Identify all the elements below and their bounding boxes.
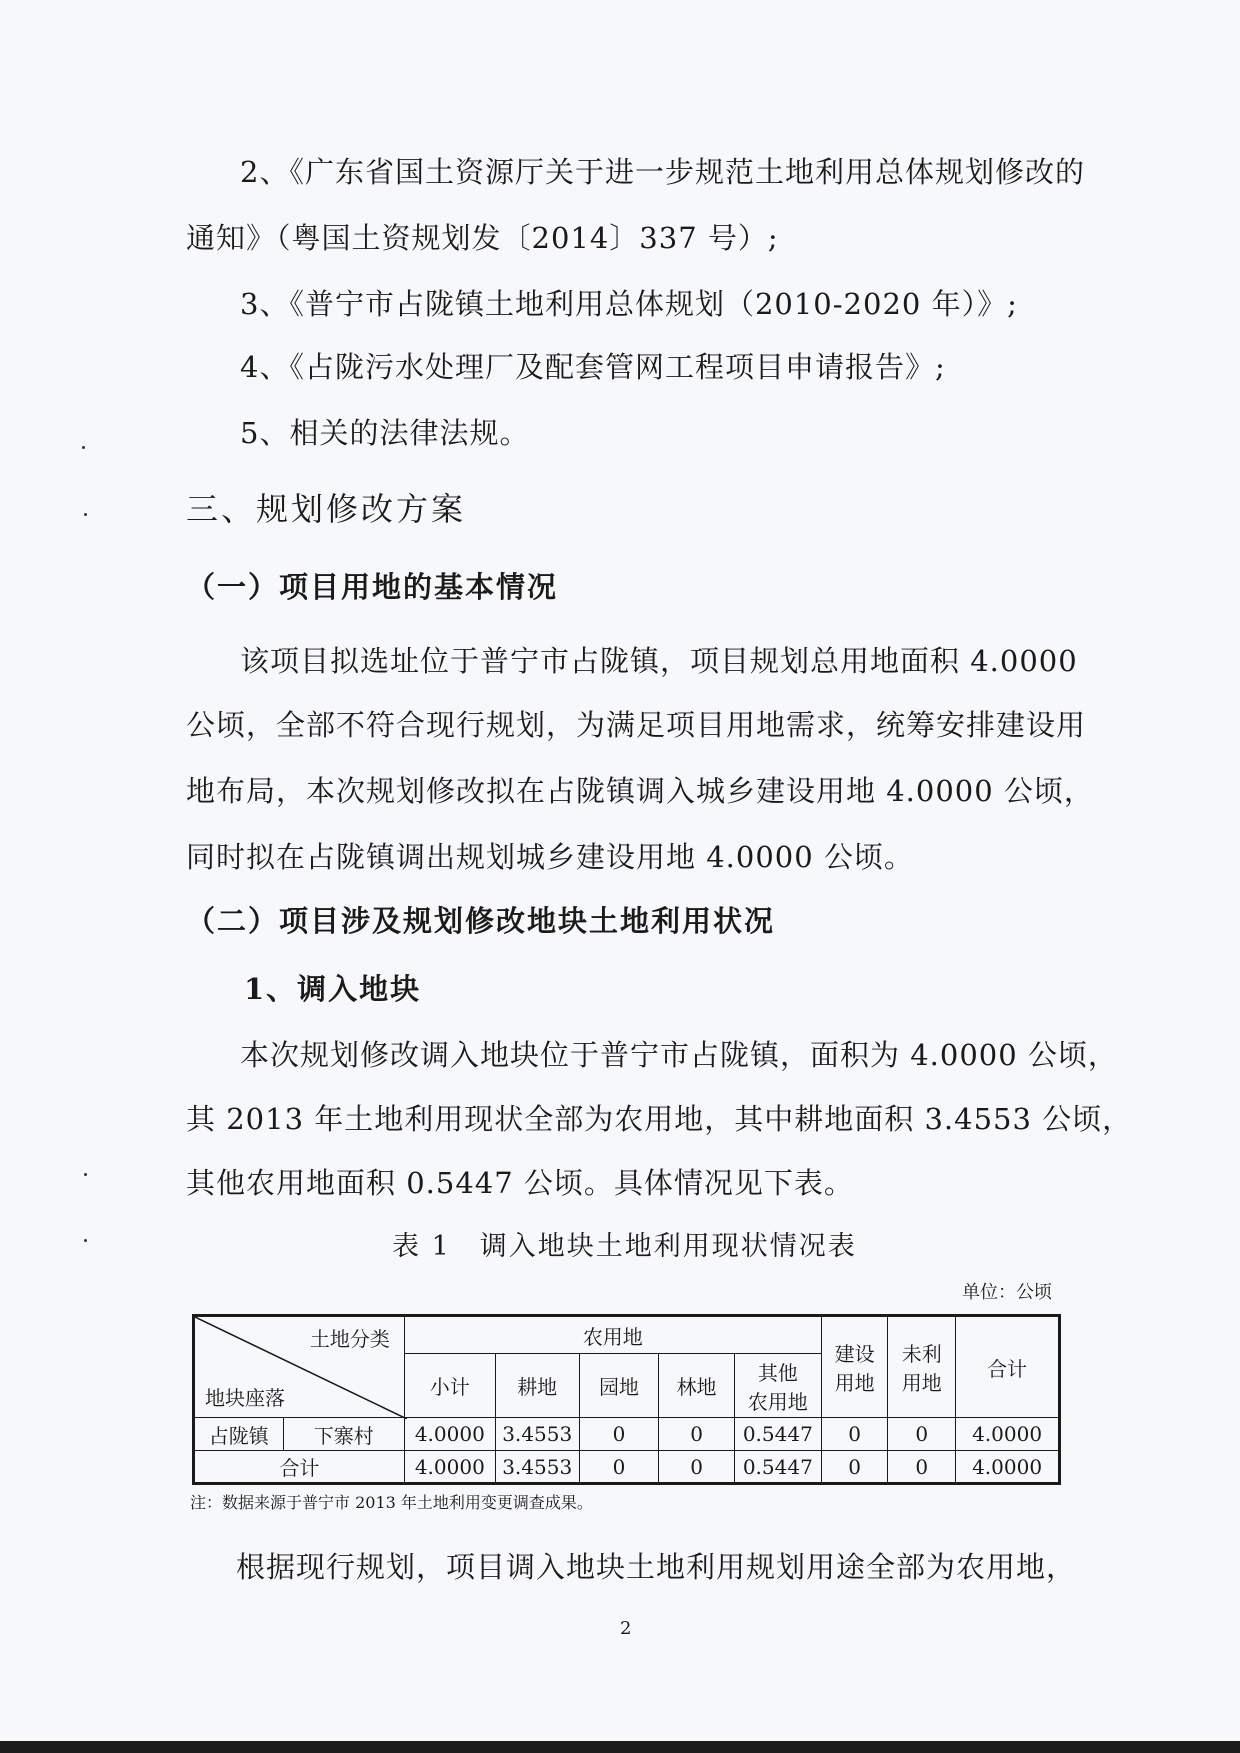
cell-village: 下寨村 [283, 1418, 404, 1451]
paragraph-1-line-1: 该项目拟选址位于普宁市占陇镇，项目规划总用地面积 4.0000 [240, 644, 1078, 678]
header-unused-line-2: 用地 [901, 1371, 942, 1395]
header-land-classification: 土地分类 [309, 1327, 390, 1351]
scan-speck [84, 1173, 87, 1176]
paragraph-2-line-2: 其 2013 年土地利用现状全部为农用地，其中耕地面积 3.4553 公顷， [186, 1102, 1133, 1136]
page-number: 2 [620, 1618, 632, 1639]
header-construction-land [821, 1316, 888, 1418]
header-unused-land [888, 1316, 956, 1418]
reference-5: 5、相关的法律法规。 [240, 416, 530, 450]
item-heading-1: 1、调入地块 [244, 972, 422, 1006]
cell-subtotal: 4.0000 [404, 1451, 495, 1484]
cell-forest: 0 [659, 1451, 735, 1484]
header-plot-location: 地块座落 [205, 1386, 285, 1410]
cell-unused: 0 [888, 1418, 956, 1451]
header-agricultural-land: 农用地 [404, 1316, 821, 1354]
cell-construction: 0 [821, 1451, 888, 1484]
header-unused-line-1: 未利 [901, 1342, 942, 1366]
header-construction-line-2: 用地 [834, 1371, 875, 1395]
cell-town: 占陇镇 [194, 1418, 284, 1451]
header-cultivated: 耕地 [495, 1354, 579, 1418]
paragraph-3-line-1: 根据现行规划，项目调入地块土地利用规划用途全部为农用地， [236, 1550, 1077, 1584]
paragraph-1-line-2: 公顷，全部不符合现行规划，为满足项目用地需求，统筹安排建设用 [186, 708, 1087, 742]
header-construction-line-1: 建设 [834, 1342, 875, 1366]
section-heading-3: 三、规划修改方案 [186, 490, 467, 528]
reference-3: 3、《普宁市占陇镇土地利用总体规划（2010-2020 年）》; [240, 287, 1018, 321]
table-unit: 单位：公顷 [962, 1282, 1052, 1303]
cell-construction: 0 [821, 1418, 888, 1451]
cell-other: 0.5447 [734, 1451, 821, 1484]
paragraph-2-line-3: 其他农用地面积 0.5447 公顷。具体情况见下表。 [186, 1166, 854, 1200]
reference-2-line-1: 2、《广东省国土资源厅关于进一步规范土地利用总体规划修改的 [240, 155, 1085, 189]
cell-total: 4.0000 [956, 1418, 1060, 1451]
scan-speck [84, 513, 87, 516]
cell-garden: 0 [579, 1418, 659, 1451]
header-other-line-2: 农用地 [747, 1389, 808, 1414]
scan-speck [82, 446, 85, 449]
scan-speck [84, 1239, 87, 1242]
header-other-line-1: 其他 [757, 1360, 798, 1385]
cell-unused: 0 [888, 1451, 956, 1484]
land-use-table [192, 1314, 1061, 1485]
scan-bottom-edge [0, 1741, 1240, 1753]
header-subtotal: 小计 [404, 1354, 495, 1418]
paragraph-2-line-1: 本次规划修改调入地块位于普宁市占陇镇，面积为 4.0000 公顷， [240, 1038, 1118, 1072]
cell-other: 0.5447 [734, 1418, 821, 1451]
subsection-heading-2: （二）项目涉及规划修改地块土地利用状况 [186, 904, 776, 938]
cell-forest: 0 [659, 1418, 735, 1451]
header-total: 合计 [956, 1316, 1060, 1418]
cell-total-label: 合计 [194, 1451, 405, 1484]
header-other-agri [734, 1354, 821, 1418]
reference-2-line-2: 通知》（粤国土资规划发〔2014〕337 号）; [186, 221, 779, 255]
cell-cultivated: 3.4553 [495, 1451, 579, 1484]
cell-cultivated: 3.4553 [495, 1418, 579, 1451]
paragraph-1-line-3: 地布局，本次规划修改拟在占陇镇调入城乡建设用地 4.0000 公顷， [186, 774, 1094, 808]
cell-garden: 0 [579, 1451, 659, 1484]
header-garden: 园地 [579, 1354, 659, 1418]
table-caption: 表 1 调入地块土地利用现状情况表 [392, 1231, 857, 1262]
table-total-row [194, 1451, 1060, 1484]
reference-4: 4、《占陇污水处理厂及配套管网工程项目申请报告》; [240, 350, 946, 384]
subsection-heading-1: （一）项目用地的基本情况 [186, 570, 559, 604]
header-forest: 林地 [659, 1354, 735, 1418]
cell-subtotal: 4.0000 [404, 1418, 495, 1451]
cell-total: 4.0000 [956, 1451, 1060, 1484]
table-row [194, 1418, 1060, 1451]
table-diagonal-header [194, 1316, 405, 1418]
paragraph-1-line-4: 同时拟在占陇镇调出规划城乡建设用地 4.0000 公顷。 [186, 840, 914, 874]
table-note: 注：数据来源于普宁市 2013 年土地利用变更调查成果。 [190, 1493, 593, 1512]
